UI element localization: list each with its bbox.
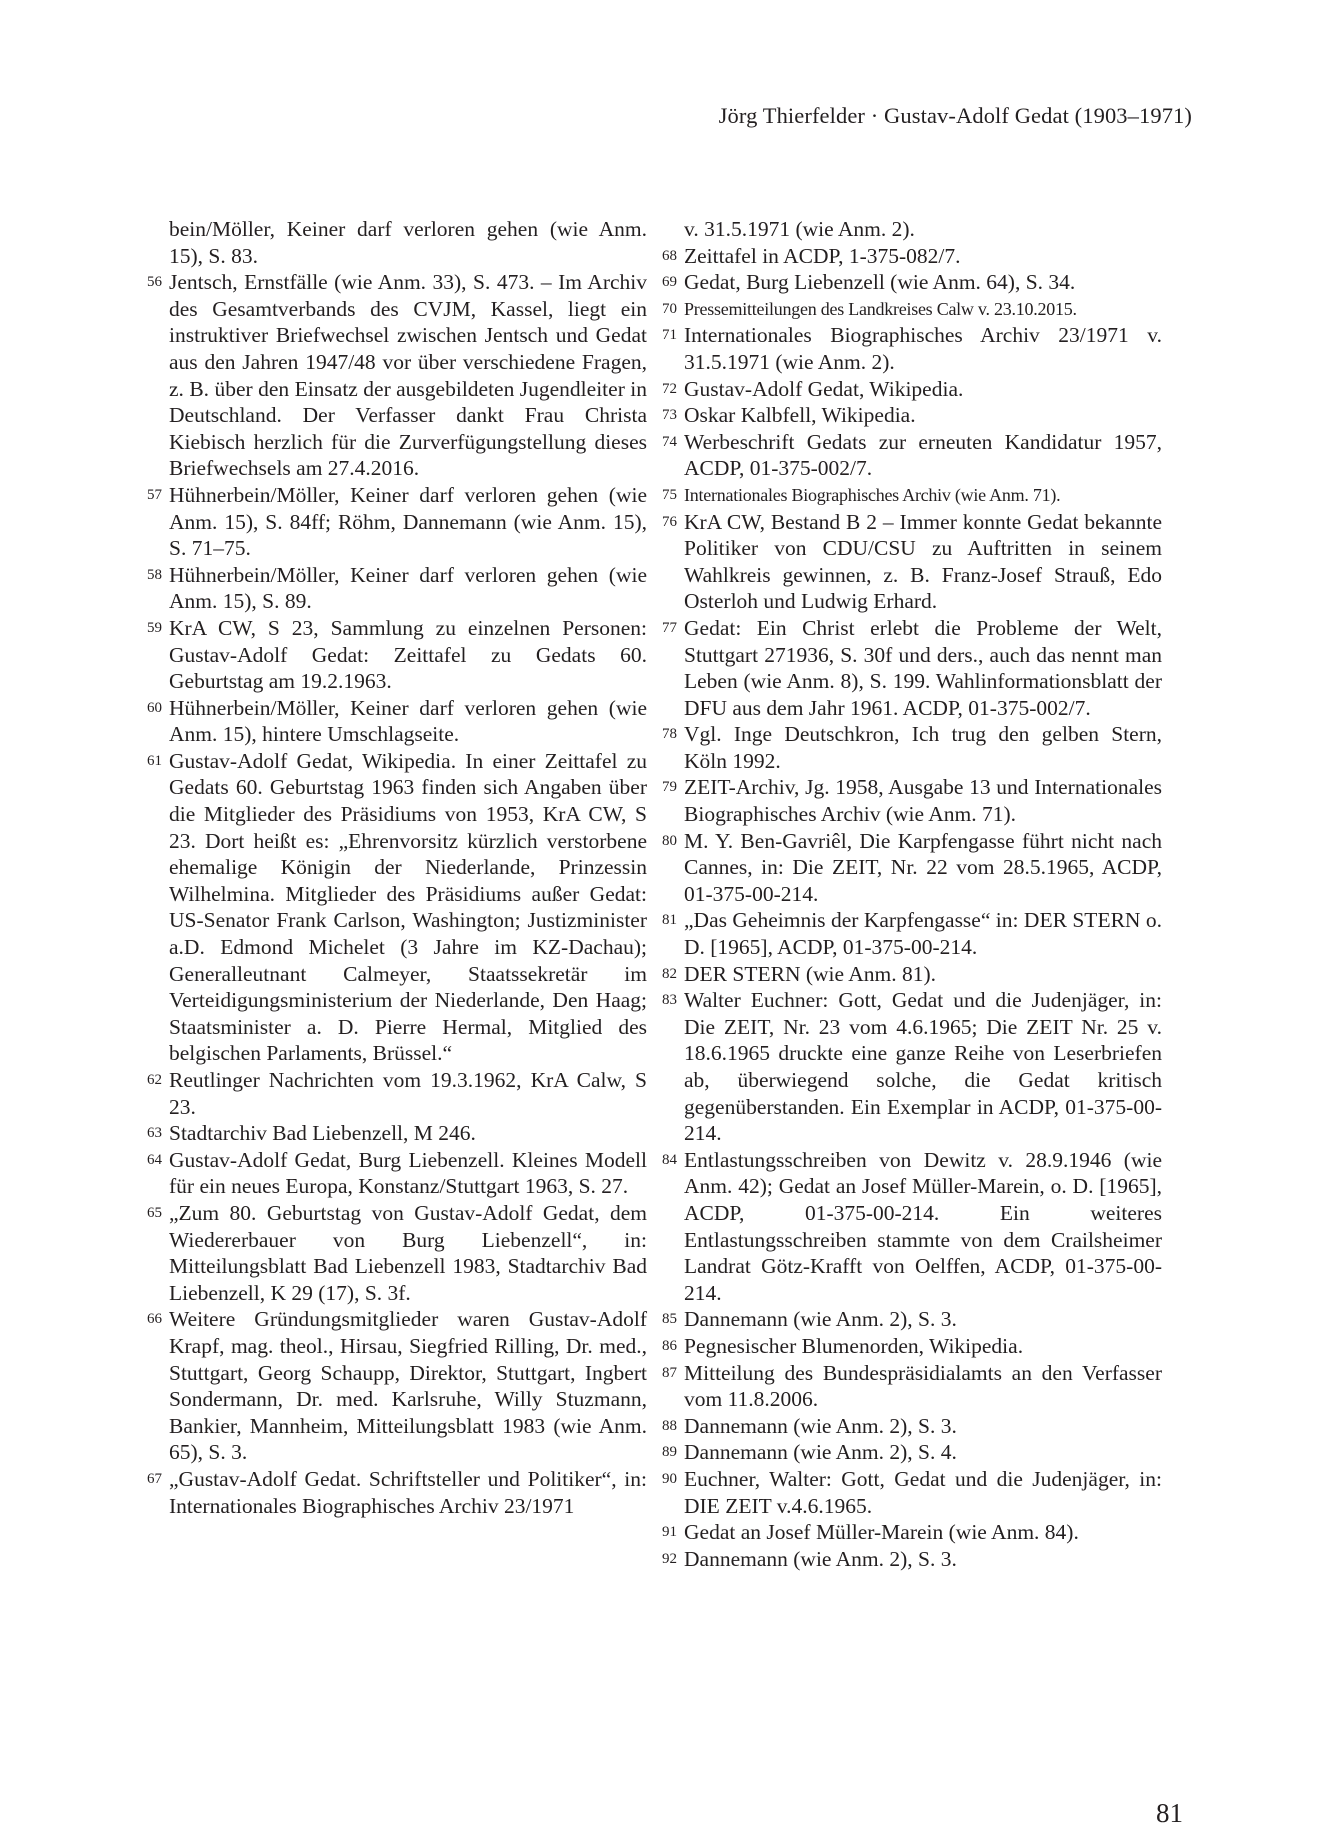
footnote-57: [147, 482, 647, 562]
footnote-number: 87: [662, 1364, 677, 1381]
footnote-text: Gustav-Adolf Gedat, Burg Liebenzell. Kleines Modell für ein neues Europa, Konstanz/Stuttgart 1963, S. 27.: [169, 1147, 647, 1199]
footnote-text: Werbeschrift Gedats zur erneuten Kandidatur 1957, ACDP, 01-375-002/7.: [684, 429, 1162, 481]
footnote-text: Dannemann (wie Anm. 2), S. 3.: [684, 1413, 957, 1438]
footnote-82: [662, 961, 1162, 988]
footnote-text: Dannemann (wie Anm. 2), S. 3.: [684, 1546, 957, 1571]
footnote-text: Walter Euchner: Gott, Gedat und die Judenjäger, in: Die ZEIT, Nr. 23 vom 4.6.1965; Die ZEIT Nr. 25 v. 18.6.1965 druckte eine ganze Reihe von Leserbriefen ab, überwiegend solche, die Gedat kritisch gegenüberstanden. Ein Exemplar in ACDP, 01-375-00-214.: [684, 988, 1162, 1146]
footnote-79: [662, 774, 1162, 827]
footnote-text: „Das Geheimnis der Karpfengasse“ in: DER STERN o. D. [1965], ACDP, 01-375-00-214.: [684, 908, 1162, 960]
footnote-87: [662, 1360, 1162, 1413]
footnote-number: 68: [662, 247, 677, 264]
footnote-66: [147, 1306, 647, 1466]
footnote-number: 83: [662, 992, 677, 1009]
footnote-70: [662, 296, 1162, 323]
footnote-92: [662, 1546, 1162, 1573]
footnote-75: [662, 482, 1162, 509]
footnote-number: 89: [662, 1444, 677, 1461]
footnote-text: KrA CW, Bestand B 2 – Immer konnte Gedat bekannte Politiker von CDU/CSU zu Auftritten in seinem Wahlkreis gewinnen, z. B. Franz-Josef Strauß, Edo Osterloh und Ludwig Erhard.: [684, 509, 1162, 614]
footnote-89: [662, 1439, 1162, 1466]
footnote-text: Jentsch, Ernstfälle (wie Anm. 33), S. 473. – Im Archiv des Gesamtverbands des CVJM, Kassel, liegt ein instruktiver Briefwechsel zwischen Jentsch und Gedat aus den Jahren 1947/48 vor über verschiedene Fragen, z. B. über den Einsatz der ausgebildeten Jugendleiter in Deutschland. Der Verfasser dankt Frau Christa Kiebisch herzlich für die Zurverfügungstellung dieses Briefwechsels am 27.4.2016.: [169, 270, 647, 481]
footnote-number: 72: [662, 380, 677, 397]
footnote-number: 58: [147, 566, 162, 583]
footnote-text: Mitteilung des Bundespräsidialamts an den Verfasser vom 11.8.2006.: [684, 1360, 1162, 1412]
footnote-73: [662, 402, 1162, 429]
footnote-text: Stadtarchiv Bad Liebenzell, M 246.: [169, 1121, 476, 1146]
footnote-text: Vgl. Inge Deutschkron, Ich trug den gelben Stern, Köln 1992.: [684, 722, 1162, 773]
footnote-text: Internationales Biographisches Archiv 23/1971 v. 31.5.1971 (wie Anm. 2).: [684, 323, 1162, 374]
footnote-number: 61: [147, 752, 162, 769]
footnote-number: 64: [147, 1151, 162, 1168]
footnote-number: 85: [662, 1311, 677, 1328]
footnote-text: „Gustav-Adolf Gedat. Schriftsteller und Politiker“, in: Internationales Biographisches Archiv 23/1971: [169, 1466, 647, 1518]
footnote-72: [662, 376, 1162, 403]
footnote-text: Internationales Biographisches Archiv (wie Anm. 71).: [684, 484, 1061, 505]
footnote-61: [147, 748, 647, 1067]
footnote-text: KrA CW, S 23, Sammlung zu einzelnen Personen: Gustav-Adolf Gedat: Zeittafel zu Gedats 60. Geburtstag am 19.2.1963.: [169, 615, 647, 694]
footnote-text: Hühnerbein/Möller, Keiner darf verloren gehen (wie Anm. 15), hintere Umschlagseite.: [169, 695, 647, 747]
footnote-number: 67: [147, 1470, 162, 1487]
footnote-77: [662, 615, 1162, 721]
footnote-text: Pressemitteilungen des Landkreises Calw v. 23.10.2015.: [684, 298, 1077, 319]
footnote-text: Gustav-Adolf Gedat, Wikipedia.: [684, 376, 964, 401]
footnote-text: „Zum 80. Geburtstag von Gustav-Adolf Gedat, dem Wiedererbauer von Burg Liebenzell“, in: Mitteilungsblatt Bad Liebenzell 1983, Stadtarchiv Bad Liebenzell, K 29 (17), S. 3f.: [169, 1200, 647, 1305]
footnote-68: [662, 243, 1162, 270]
footnote-continuation: [684, 216, 1162, 243]
footnote-text: Gedat an Josef Müller-Marein (wie Anm. 84).: [684, 1520, 1079, 1545]
footnote-text: bein/Möller, Keiner darf verloren gehen (wie Anm. 15), S. 83.: [169, 217, 647, 268]
footnote-text: Gedat: Ein Christ erlebt die Probleme der Welt, Stuttgart 271936, S. 30f und ders., auch das nennt man Leben (wie Anm. 8), S. 199. Wahlinformationsblatt der DFU aus dem Jahr 1961. ACDP, 01-375-002/7.: [684, 615, 1162, 720]
footnote-number: 57: [147, 486, 162, 503]
footnotes-right-column: [662, 216, 1162, 1572]
footnote-text: Reutlinger Nachrichten vom 19.3.1962, KrA Calw, S 23.: [169, 1068, 647, 1119]
page-number: 81: [1156, 1798, 1183, 1828]
footnote-text: Dannemann (wie Anm. 2), S. 3.: [684, 1307, 957, 1332]
footnote-88: [662, 1413, 1162, 1440]
footnote-number: 88: [662, 1417, 677, 1434]
footnote-continuation: [169, 216, 647, 269]
footnote-number: 70: [662, 300, 677, 317]
footnote-text: ZEIT-Archiv, Jg. 1958, Ausgabe 13 und Internationales Biographisches Archiv (wie Anm. 71).: [684, 775, 1162, 827]
footnote-74: [662, 429, 1162, 482]
footnote-60: [147, 695, 647, 748]
footnote-text: Gedat, Burg Liebenzell (wie Anm. 64), S. 34.: [684, 270, 1076, 295]
footnote-number: 76: [662, 513, 677, 530]
footnote-64: [147, 1147, 647, 1200]
footnote-69: [662, 269, 1162, 296]
footnote-text: v. 31.5.1971 (wie Anm. 2).: [684, 217, 915, 241]
footnote-number: 81: [662, 912, 677, 929]
footnote-number: 71: [662, 327, 677, 344]
footnote-number: 91: [662, 1524, 677, 1541]
footnote-number: 62: [147, 1072, 162, 1088]
footnote-83: [662, 987, 1162, 1147]
footnote-text: Zeittafel in ACDP, 1-375-082/7.: [684, 243, 961, 268]
footnote-86: [662, 1333, 1162, 1360]
footnotes-left-column: [147, 216, 647, 1519]
footnote-76: [662, 509, 1162, 615]
footnote-80: [662, 828, 1162, 908]
footnote-number: 75: [662, 486, 677, 503]
footnote-number: 82: [662, 965, 677, 982]
footnote-67: [147, 1466, 647, 1519]
footnote-62: [147, 1067, 647, 1120]
footnote-text: Entlastungsschreiben von Dewitz v. 28.9.1946 (wie Anm. 42); Gedat an Josef Müller-Marein, o. D. [1965], ACDP, 01-375-00-214. Ein weiteres Entlastungsschreiben stammte von dem Crailsheimer Landrat Götz-Krafft von Oelffen, ACDP, 01-375-00-214.: [684, 1147, 1162, 1305]
footnote-number: 73: [662, 407, 677, 424]
footnote-58: [147, 562, 647, 615]
footnote-number: 80: [662, 832, 677, 849]
footnote-number: 79: [662, 779, 677, 796]
footnote-number: 66: [147, 1311, 162, 1328]
footnote-85: [662, 1306, 1162, 1333]
footnote-text: Oskar Kalbfell, Wikipedia.: [684, 403, 916, 428]
footnote-59: [147, 615, 647, 695]
footnote-text: M. Y. Ben-Gavriêl, Die Karpfengasse führt nicht nach Cannes, in: Die ZEIT, Nr. 22 vom 28.5.1965, ACDP, 01-375-00-214.: [684, 828, 1162, 906]
footnote-number: 77: [662, 619, 677, 636]
footnote-number: 86: [662, 1337, 677, 1354]
footnote-65: [147, 1200, 647, 1306]
footnote-81: [662, 907, 1162, 960]
footnote-text: Euchner, Walter: Gott, Gedat und die Judenjäger, in: DIE ZEIT v.4.6.1965.: [684, 1466, 1162, 1518]
footnote-number: 63: [147, 1125, 162, 1142]
footnote-71: [662, 322, 1162, 375]
footnote-78: [662, 721, 1162, 774]
footnote-91: [662, 1519, 1162, 1546]
footnote-number: 60: [147, 699, 162, 716]
footnote-number: 69: [662, 274, 677, 291]
footnote-63: [147, 1120, 647, 1147]
footnote-text: Dannemann (wie Anm. 2), S. 4.: [684, 1440, 957, 1465]
footnote-number: 74: [662, 433, 677, 450]
footnote-90: [662, 1466, 1162, 1519]
running-header: Jörg Thierfelder · Gustav-Adolf Gedat (1903–1971): [718, 103, 1192, 128]
footnote-56: [147, 269, 647, 482]
footnote-number: 56: [147, 274, 162, 291]
footnote-number: 84: [662, 1151, 677, 1168]
footnote-text: Hühnerbein/Möller, Keiner darf verloren gehen (wie Anm. 15), S. 84ff; Röhm, Dannemann (wie Anm. 15), S. 71–75.: [169, 482, 647, 561]
footnote-number: 65: [147, 1204, 162, 1221]
footnote-text: DER STERN (wie Anm. 81).: [684, 961, 937, 986]
footnote-text: Gustav-Adolf Gedat, Wikipedia. In einer Zeittafel zu Gedats 60. Geburtstag 1963 finden sich Angaben über die Mitglieder des Präsidiums von 1953, KrA CW, S 23. Dort heißt es: „Ehrenvorsitz kürzlich verstorbene ehemalige Königin der Niederlande, Prinzessin Wilhelmina. Mitglieder des Präsidiums außer Gedat: US-Senator Frank Carlson, Washington; Justizminister a.D. Edmond Michelet (3 Jahre im KZ-Dachau); Generalleutnant Calmeyer, Staatssekretär im Verteidigungsministerium der Niederlande, Den Haag; Staatsminister a. D. Pierre Hermal, Mitglied des belgischen Parlaments, Brüssel.“: [169, 748, 647, 1066]
footnote-text: Weitere Gründungsmitglieder waren Gustav-Adolf Krapf, mag. theol., Hirsau, Siegfried Rilling, Dr. med., Stuttgart, Georg Schaupp, Direktor, Stuttgart, Ingbert Sondermann, Dr. med. Karlsruhe, Willy Stuzmann, Bankier, Mannheim, Mitteilungsblatt 1983 (wie Anm. 65), S. 3.: [169, 1307, 647, 1465]
footnote-number: 59: [147, 619, 162, 636]
footnote-84: [662, 1147, 1162, 1307]
footnote-number: 78: [662, 726, 677, 743]
footnote-number: 92: [662, 1550, 677, 1567]
footnote-text: Hühnerbein/Möller, Keiner darf verloren gehen (wie Anm. 15), S. 89.: [169, 562, 647, 614]
footnote-text: Pegnesischer Blumenorden, Wikipedia.: [684, 1333, 1024, 1358]
footnote-number: 90: [662, 1470, 677, 1487]
